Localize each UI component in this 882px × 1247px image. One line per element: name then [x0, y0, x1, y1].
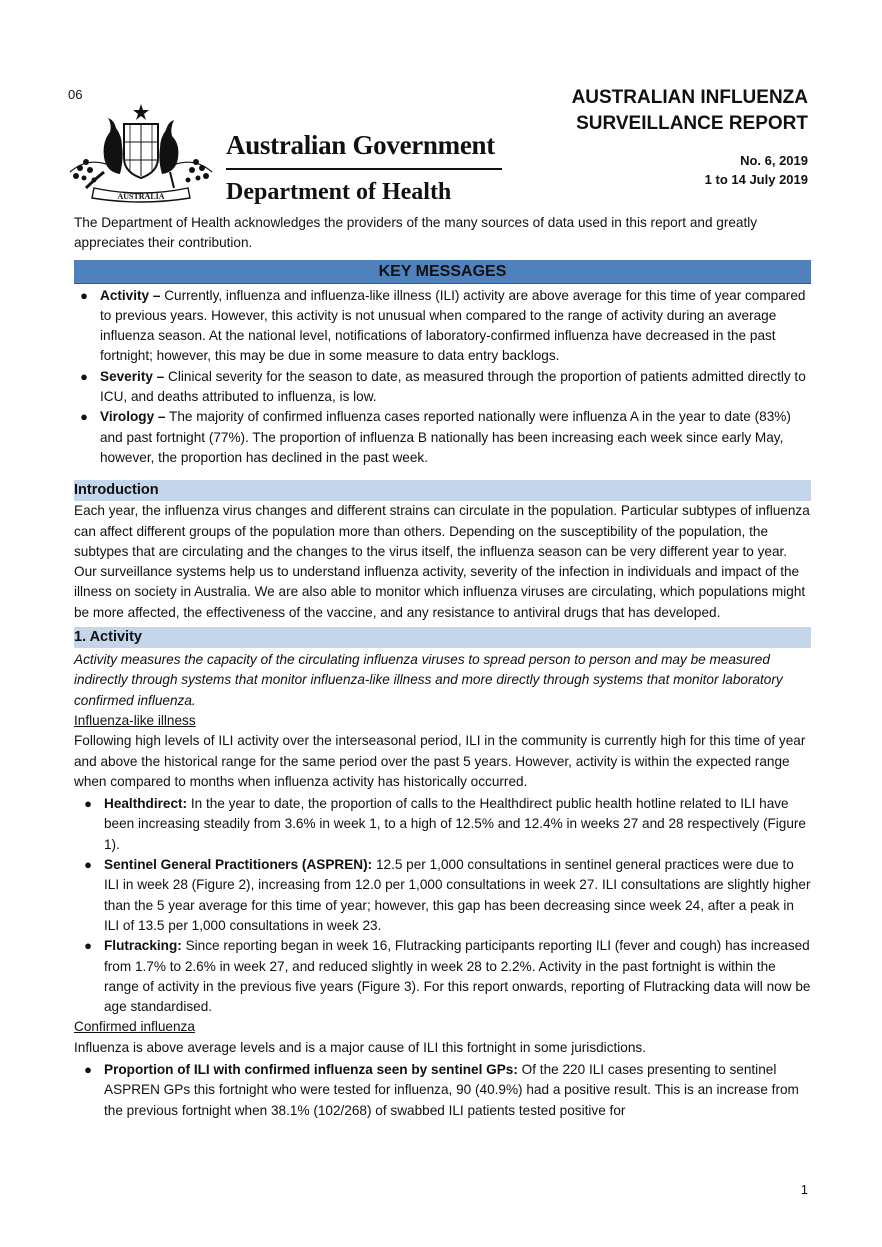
introduction-heading: Introduction [74, 480, 811, 501]
report-title-line1: AUSTRALIAN INFLUENZA [571, 87, 808, 108]
activity-heading: 1. Activity [74, 627, 811, 648]
ili-item [84, 855, 811, 936]
key-message-label: Virology – [100, 409, 166, 425]
crest-banner-text: AUSTRALIA [117, 192, 165, 201]
confirmed-item [84, 1060, 811, 1121]
ili-item-text: In the year to date, the proportion of calls to the Healthdirect public health hotline related to ILI have been increasing steadily from 3.6% in week 1, to a high of 12.5% and 12.4% in weeks 27 and 28 respectively (Figure 1). [104, 796, 806, 852]
department-name: Department of Health [226, 178, 452, 205]
report-meta [705, 151, 808, 189]
agency-wordmark [226, 130, 506, 206]
confirmed-item-text: Of the 220 ILI cases presenting to sentinel ASPREN GPs this fortnight who were tested for influenza, 90 (40.9%) had a positive result. This is an increase from the previous fortnight when 38.1% (102/268) of swabbed ILI patients tested positive for [104, 1061, 799, 1118]
document-code: 06 [68, 87, 83, 102]
introduction-body: Each year, the influenza virus changes and different strains can circulate in the population. Particular subtypes of influenza can affect different groups of the population more than others. Depending on the susceptibility of the population, the subtypes that are circulating and the changes to the virus itself, the influenza season can be very different year to year. Our surveillance systems help us to understand influenza activity, severity of the infection in individuals and impact of the illness on society in Australia. We are also able to monitor which influenza viruses are circulating, which populations might be more affected, the effectiveness of the vaccine, and any resistance to antiviral drugs that has developed. [74, 503, 810, 620]
report-title-line2: SURVEILLANCE REPORT [576, 113, 808, 134]
key-message-text: Currently, influenza and influenza-like illness (ILI) activity are above average for this time of year compared to previous years. However, this activity is not unusual when compared to the range of activity during an average influenza season. At the national level, notifications of laboratory-confirmed influenza have decreased in the past fortnight; however, this may be due in some measure to data entry backlogs. [100, 287, 806, 364]
key-message-label: Activity – [100, 287, 161, 303]
ili-item-label: Healthdirect: [104, 796, 188, 812]
coat-of-arms-icon [66, 102, 216, 206]
bullet-icon: ● [84, 857, 92, 873]
ili-body: Following high levels of ILI activity over the interseasonal period, ILI in the community is currently high for this time of year and above the historical range for the same period over the past 5 years. However, activity is within the expected range when compared to months when influenza activity has historically occurred. [74, 733, 806, 789]
activity-lead: Activity measures the capacity of the circulating influenza viruses to spread person to person and may be measured indirectly through systems that monitor influenza-like illness and more directly through systems that monitor laboratory confirmed influenza. [74, 652, 783, 708]
confirmed-item-label: Proportion of ILI with confirmed influenza seen by sentinel GPs: [104, 1061, 518, 1077]
bullet-icon: ● [84, 1061, 92, 1077]
report-period: 1 to 14 July 2019 [704, 172, 808, 187]
key-message-text: Clinical severity for the season to date, as measured through the proportion of patients admitted directly to ICU, and deaths attributed to influenza, is low. [100, 368, 806, 405]
bullet-icon: ● [84, 938, 92, 954]
key-message-text: The majority of confirmed influenza cases reported nationally were influenza A in the year to date (83%) and past fortnight (77%). The proportion of influenza B nationally has been increasing each week since early May, however, the proportion has declined in the past week. [100, 409, 791, 465]
key-message-item [80, 286, 811, 367]
ili-item [84, 936, 811, 1017]
bullet-icon: ● [80, 409, 88, 425]
key-messages-list [74, 286, 811, 469]
report-title [572, 85, 808, 137]
agency-name: Australian Government [226, 130, 495, 160]
key-message-label: Severity – [100, 368, 165, 384]
issue-number: No. 6, 2019 [740, 153, 808, 168]
acknowledgement: The Department of Health acknowledges the providers of the many sources of data used in this report and greatly appreciates their contribution. [74, 215, 758, 251]
page-number: 1 [800, 1182, 808, 1197]
bullet-icon: ● [84, 796, 92, 812]
ili-item-label: Flutracking: [104, 938, 182, 954]
ili-item [84, 794, 811, 855]
ili-subheading: Influenza-like illness [74, 712, 196, 728]
key-messages-heading: KEY MESSAGES [74, 260, 811, 284]
key-message-item [80, 407, 811, 468]
confirmed-list [74, 1060, 811, 1121]
ili-item-label: Sentinel General Practitioners (ASPREN): [104, 857, 373, 873]
bullet-icon: ● [80, 287, 88, 303]
report-body [74, 213, 811, 1121]
ili-list [74, 794, 811, 1017]
key-message-item [80, 367, 811, 408]
bullet-icon: ● [80, 368, 88, 384]
ili-item-text: Since reporting began in week 16, Flutracking participants reporting ILI (fever and cough) has increased from 1.7% to 2.6% in week 27, and reduced slightly in week 28 to 2.2%. Activity in the past fortnight is within the range of activity in the previous five years (Figure 3). For this report onwards, reporting of Flutracking data will now be age standardised. [104, 938, 811, 1015]
agency-divider [226, 168, 502, 170]
ili-item-text: 12.5 per 1,000 consultations in sentinel general practices were due to ILI in week 28 (Figure 2), increasing from 12.0 per 1,000 consultations in week 27. ILI consultations are slightly higher than the 5 year average for this time of year; however, this gap has been decreasing since week 24, after a peak in ILI of 13.5 per 1,000 consultations in week 23. [104, 857, 811, 933]
confirmed-subheading: Confirmed influenza [74, 1019, 195, 1035]
confirmed-body: Influenza is above average levels and is a major cause of ILI this fortnight in some jurisdictions. [74, 1039, 646, 1055]
